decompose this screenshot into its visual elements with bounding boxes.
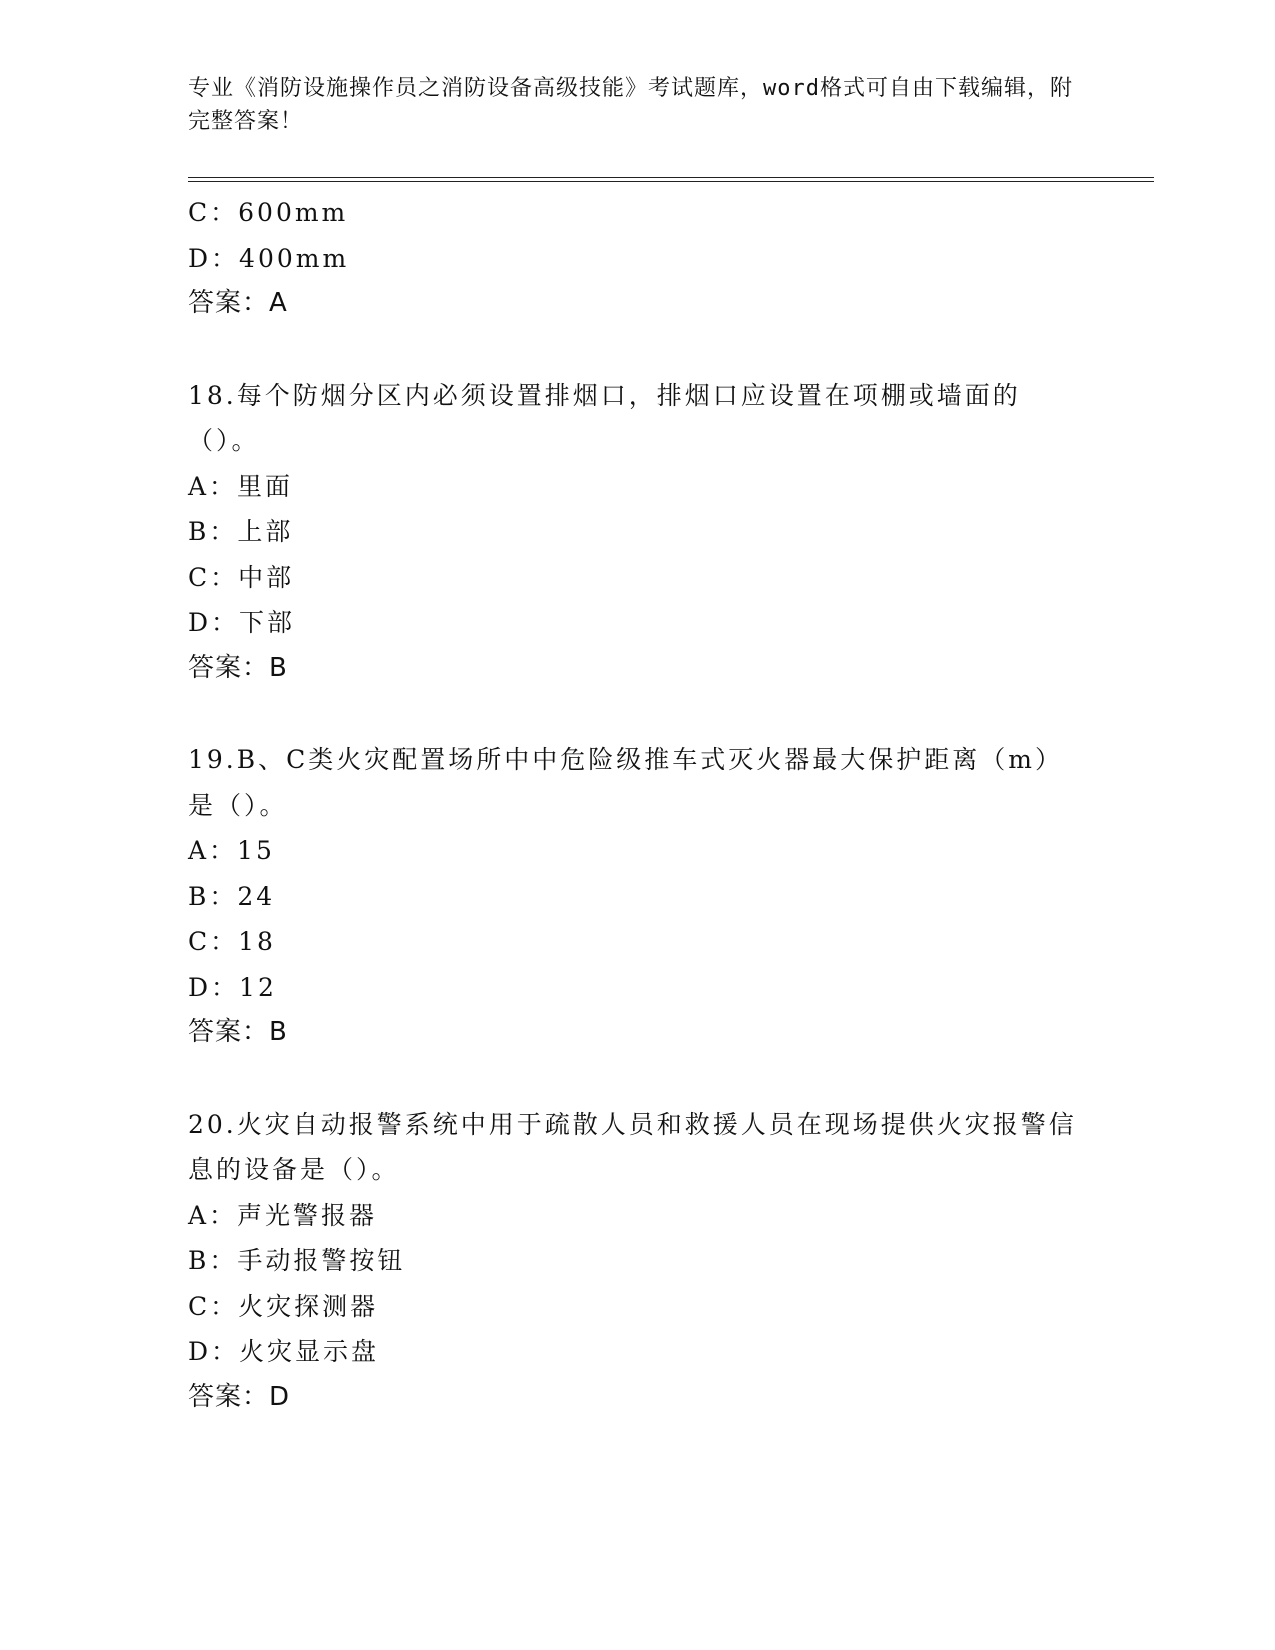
question-stem: 18.每个防烟分区内必须设置排烟口，排烟口应设置在项棚或墙面的（）。: [188, 380, 1021, 455]
option-d: D：400mm: [188, 243, 350, 273]
question-stem: 19.B、C类火灾配置场所中中危险级推车式灭火器最大保护距离（m）是（）。: [188, 745, 1063, 820]
block-spacer: [188, 327, 1088, 373]
header-divider-bottom: [188, 181, 1154, 182]
option-d: D：下部: [188, 608, 296, 637]
question-list: [188, 190, 1088, 1420]
question-19: [188, 737, 1088, 1056]
previous-question-fragment: [188, 190, 1088, 327]
option-a: A：里面: [188, 471, 294, 501]
option-b: B：上部: [188, 517, 294, 546]
option-c: C：600mm: [188, 198, 349, 227]
option-d: D：火灾显示盘: [188, 1337, 380, 1366]
option-c: C：火灾探测器: [188, 1291, 379, 1321]
question-20: [188, 1102, 1088, 1421]
option-c: C：18: [188, 927, 276, 956]
question-18: [188, 373, 1088, 692]
question-stem: 20.火灾自动报警系统中用于疏散人员和救援人员在现场提供火灾报警信息的设备是（）。: [188, 1109, 1077, 1184]
option-a: A：声光警报器: [188, 1200, 378, 1230]
option-a: A：15: [188, 836, 275, 865]
option-d: D：12: [188, 972, 277, 1002]
option-b: B：手动报警按钮: [188, 1246, 406, 1275]
block-spacer: [188, 1056, 1088, 1102]
header-divider-top: [188, 177, 1154, 178]
option-c: C：中部: [188, 562, 295, 592]
document-header: 专业《消防设施操作员之消防设备高级技能》考试题库，word格式可自由下载编辑，附完整答案！: [188, 76, 1073, 134]
answer-line: 答案：D: [188, 1381, 291, 1412]
option-b: B：24: [188, 881, 276, 911]
answer-line: 答案：A: [188, 288, 288, 318]
answer-line: 答案：B: [188, 1017, 288, 1047]
answer-line: 答案：B: [188, 652, 288, 683]
block-spacer: [188, 691, 1088, 737]
